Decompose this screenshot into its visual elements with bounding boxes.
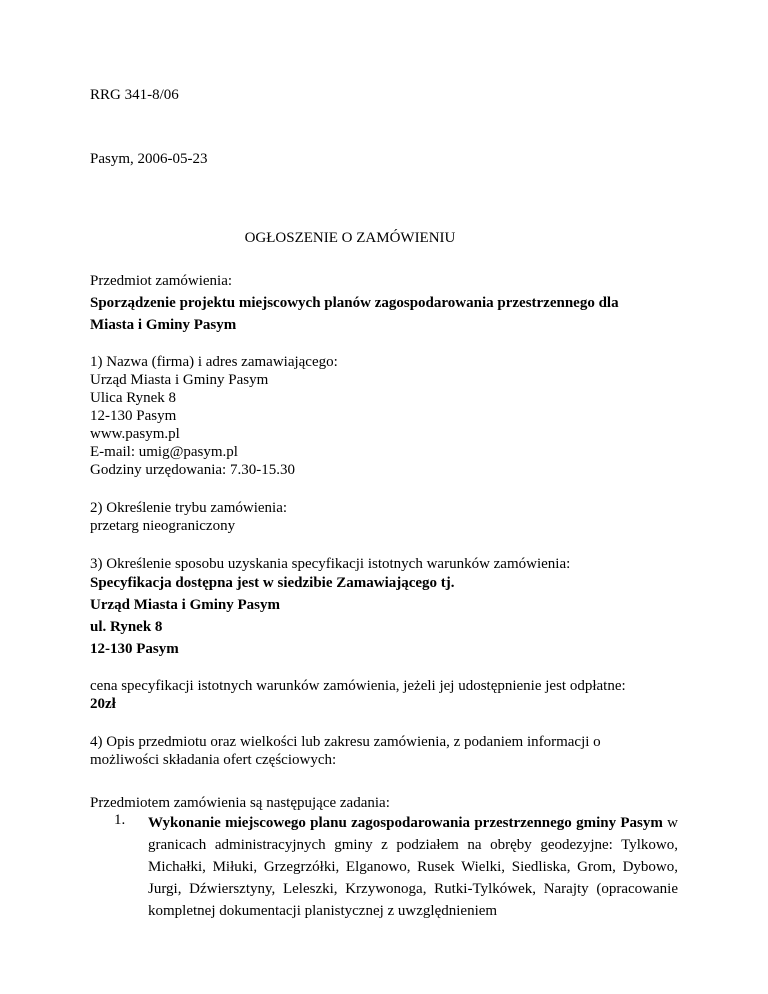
section-4-heading-line-1: 4) Opis przedmiotu oraz wielkości lub zakresu zamówienia, z podaniem informacji o [90, 734, 601, 750]
website-text: www.pasym.pl [90, 426, 180, 442]
section-4-heading-line-2: możliwości składania ofert częściowych: [90, 752, 337, 768]
price-value: 20zł [90, 696, 116, 712]
office-hours: Godziny urzędowania: 7.30-15.30 [90, 462, 295, 478]
section-1-line: Ulica Rynek 8 [90, 390, 177, 406]
section-2-value: przetarg nieograniczony [90, 518, 236, 534]
section-3-heading: 3) Określenie sposobu uzyskania specyfikacji istotnych warunków zamówienia: [90, 556, 571, 572]
list-item-bold-text: Wykonanie miejscowego planu zagospodarowania przestrzennego gminy Pasym [148, 815, 663, 831]
place-date: Pasym, 2006-05-23 [90, 151, 208, 167]
section-3-bold-line: 12-130 Pasym [90, 641, 179, 657]
document-title: OGŁOSZENIE O ZAMÓWIENIU [244, 230, 456, 246]
section-3-bold-line: Urząd Miasta i Gminy Pasym [90, 597, 280, 613]
section-4-intro: Przedmiotem zamówienia są następujące zadania: [90, 795, 390, 811]
section-1-heading: 1) Nazwa (firma) i adres zamawiającego: [90, 354, 338, 370]
section-2-heading: 2) Określenie trybu zamówienia: [90, 500, 288, 516]
subject-label: Przedmiot zamówienia: [90, 273, 233, 289]
list-item-number: 1. [114, 812, 126, 828]
reference-number: RRG 341-8/06 [90, 87, 179, 103]
section-3-bold-line: ul. Rynek 8 [90, 619, 163, 635]
section-1-line: Urząd Miasta i Gminy Pasym [90, 372, 269, 388]
list-item [148, 812, 678, 922]
section-3-bold-line: Specyfikacja dostępna jest w siedzibie Zamawiającego tj. [90, 575, 455, 591]
list-item-text: w granicach administracyjnych gminy z podziałem na obręby geodezyjne: Tylkowo, Michałki, Miłuki, Grzegrzółki, Elganowo, Rusek Wielki, Siedliska, Grom, Dybowo, Jurgi, Dźwiersztyny, Leleszki, Krzywonoga, Rutki-Tylkówek, Narajty (opracowanie kompletnej dokumentacji planistycznej z uwzględnieniem [148, 815, 678, 919]
section-1-line: 12-130 Pasym [90, 408, 177, 424]
price-text: cena specyfikacji istotnych warunków zamówienia, jeżeli jej udostępnienie jest odpłatne: [90, 678, 626, 694]
subject-line-1: Sporządzenie projektu miejscowych planów zagospodarowania przestrzennego dla [90, 295, 619, 311]
subject-line-2: Miasta i Gminy Pasym [90, 317, 237, 333]
email-text: E-mail: umig@pasym.pl [90, 444, 238, 460]
